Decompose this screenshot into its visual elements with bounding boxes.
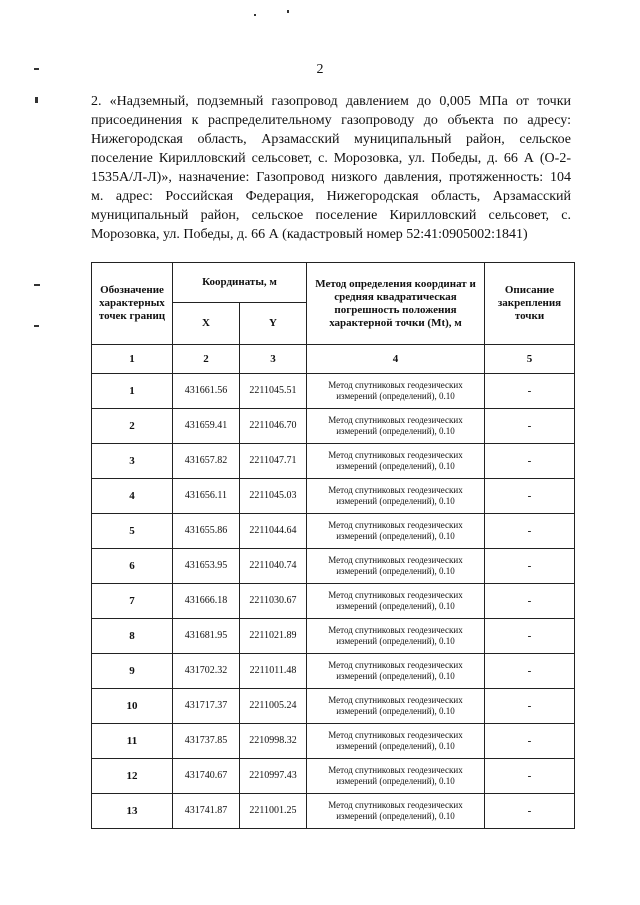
fixing-description: - <box>485 444 575 479</box>
fixing-description: - <box>485 374 575 409</box>
header-method: Метод определения координат и средняя квадратическая погрешность положения характерной точки (Mt), м <box>307 263 485 345</box>
scan-mark <box>35 97 38 103</box>
method-description: Метод спутниковых геодезических измерений (определений), 0.10 <box>307 479 485 514</box>
fixing-description: - <box>485 409 575 444</box>
y-coordinate: 2211045.51 <box>240 374 307 409</box>
method-description: Метод спутниковых геодезических измерений (определений), 0.10 <box>307 724 485 759</box>
y-coordinate: 2211046.70 <box>240 409 307 444</box>
table-row <box>92 374 575 409</box>
y-coordinate: 2211011.48 <box>240 654 307 689</box>
table-row <box>92 654 575 689</box>
column-number: 2 <box>173 345 240 374</box>
fixing-description: - <box>485 479 575 514</box>
point-label: 2 <box>92 409 173 444</box>
point-label: 3 <box>92 444 173 479</box>
header-y: Y <box>240 303 307 345</box>
fixing-description: - <box>485 689 575 724</box>
paragraph-line: 2. «Надземный, подземный газопровод давлением до 0,005 МПа от точки <box>91 94 571 109</box>
point-label: 5 <box>92 514 173 549</box>
header-point: Обозначение характерных точек границ <box>92 263 173 345</box>
point-label: 6 <box>92 549 173 584</box>
point-label: 13 <box>92 794 173 829</box>
table-row <box>92 514 575 549</box>
scan-mark <box>254 14 256 16</box>
paragraph-line: Нижегородская область, Арзамасский муниципальный район, сельское <box>91 132 571 147</box>
table-row <box>92 619 575 654</box>
table-row <box>92 409 575 444</box>
paragraph-line: 1535А/Л-Л)», назначение: Газопровод низкого давления, протяженность: 104 <box>91 170 571 185</box>
method-description: Метод спутниковых геодезических измерений (определений), 0.10 <box>307 514 485 549</box>
method-description: Метод спутниковых геодезических измерений (определений), 0.10 <box>307 689 485 724</box>
point-label: 9 <box>92 654 173 689</box>
y-coordinate: 2211040.74 <box>240 549 307 584</box>
x-coordinate: 431659.41 <box>173 409 240 444</box>
table-row <box>92 549 575 584</box>
scan-mark <box>287 10 289 13</box>
method-description: Метод спутниковых геодезических измерений (определений), 0.10 <box>307 759 485 794</box>
table-row <box>92 479 575 514</box>
y-coordinate: 2211045.03 <box>240 479 307 514</box>
fixing-description: - <box>485 759 575 794</box>
y-coordinate: 2211021.89 <box>240 619 307 654</box>
method-description: Метод спутниковых геодезических измерений (определений), 0.10 <box>307 794 485 829</box>
method-description: Метод спутниковых геодезических измерений (определений), 0.10 <box>307 409 485 444</box>
method-description: Метод спутниковых геодезических измерений (определений), 0.10 <box>307 654 485 689</box>
column-number: 5 <box>485 345 575 374</box>
x-coordinate: 431653.95 <box>173 549 240 584</box>
x-coordinate: 431657.82 <box>173 444 240 479</box>
x-coordinate: 431741.87 <box>173 794 240 829</box>
paragraph-line: муниципальный район, сельское поселение Кирилловский сельсовет, с. <box>91 208 571 223</box>
header-description: Описание закрепления точки <box>485 263 575 345</box>
x-coordinate: 431702.32 <box>173 654 240 689</box>
point-label: 7 <box>92 584 173 619</box>
y-coordinate: 2211030.67 <box>240 584 307 619</box>
point-label: 4 <box>92 479 173 514</box>
y-coordinate: 2211047.71 <box>240 444 307 479</box>
header-x: X <box>173 303 240 345</box>
table-row <box>92 444 575 479</box>
coordinates-table <box>91 262 575 829</box>
y-coordinate: 2211044.64 <box>240 514 307 549</box>
fixing-description: - <box>485 654 575 689</box>
x-coordinate: 431740.67 <box>173 759 240 794</box>
y-coordinate: 2211005.24 <box>240 689 307 724</box>
y-coordinate: 2211001.25 <box>240 794 307 829</box>
table-row <box>92 759 575 794</box>
paragraph-line: присоединения к распределительному газопроводу до объекта по адресу: <box>91 113 571 128</box>
column-number: 3 <box>240 345 307 374</box>
fixing-description: - <box>485 584 575 619</box>
x-coordinate: 431681.95 <box>173 619 240 654</box>
y-coordinate: 2210998.32 <box>240 724 307 759</box>
scan-mark <box>34 325 39 327</box>
method-description: Метод спутниковых геодезических измерений (определений), 0.10 <box>307 549 485 584</box>
page-number: 2 <box>316 62 324 77</box>
table-row <box>92 794 575 829</box>
paragraph-line: поселение Кирилловский сельсовет, с. Морозовка, ул. Победы, д. 66 А (О-2- <box>91 151 571 166</box>
fixing-description: - <box>485 619 575 654</box>
point-label: 1 <box>92 374 173 409</box>
method-description: Метод спутниковых геодезических измерений (определений), 0.10 <box>307 444 485 479</box>
x-coordinate: 431666.18 <box>173 584 240 619</box>
table-row <box>92 724 575 759</box>
fixing-description: - <box>485 724 575 759</box>
x-coordinate: 431717.37 <box>173 689 240 724</box>
x-coordinate: 431661.56 <box>173 374 240 409</box>
point-label: 12 <box>92 759 173 794</box>
table-row <box>92 584 575 619</box>
point-label: 11 <box>92 724 173 759</box>
fixing-description: - <box>485 514 575 549</box>
method-description: Метод спутниковых геодезических измерений (определений), 0.10 <box>307 584 485 619</box>
x-coordinate: 431737.85 <box>173 724 240 759</box>
paragraph-line: Морозовка, ул. Победы, д. 66 А (кадастровый номер 52:41:0905002:1841) <box>91 227 528 242</box>
header-coordinates: Координаты, м <box>173 263 307 303</box>
column-number: 1 <box>92 345 173 374</box>
x-coordinate: 431656.11 <box>173 479 240 514</box>
method-description: Метод спутниковых геодезических измерений (определений), 0.10 <box>307 619 485 654</box>
fixing-description: - <box>485 549 575 584</box>
table-row <box>92 689 575 724</box>
object-description <box>91 92 571 244</box>
paragraph-line: м. адрес: Российская Федерация, Нижегородская область, Арзамасский <box>91 189 571 204</box>
y-coordinate: 2210997.43 <box>240 759 307 794</box>
fixing-description: - <box>485 794 575 829</box>
x-coordinate: 431655.86 <box>173 514 240 549</box>
point-label: 8 <box>92 619 173 654</box>
scan-mark <box>34 284 40 286</box>
point-label: 10 <box>92 689 173 724</box>
column-number: 4 <box>307 345 485 374</box>
method-description: Метод спутниковых геодезических измерений (определений), 0.10 <box>307 374 485 409</box>
